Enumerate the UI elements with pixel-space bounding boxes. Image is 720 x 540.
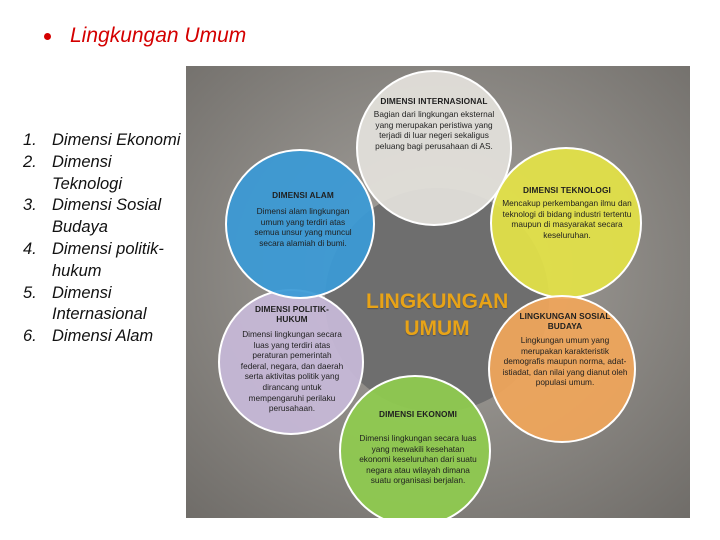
title-alam: DIMENSI ALAM xyxy=(272,190,334,200)
desc-sosial-budaya: Lingkungan umum yang merupakan karakteristik demografis maupun norma, adat-istiadat, dan nilai yang dianut oleh populasi umum. xyxy=(502,335,628,388)
environment-diagram xyxy=(186,66,690,518)
list-text: Dimensi Internasional xyxy=(52,283,147,324)
list-number: 2. xyxy=(23,152,37,171)
title-internasional: DIMENSI INTERNASIONAL xyxy=(380,96,488,106)
text-politik-hukum xyxy=(240,304,344,414)
center-title-line1: LINGKUNGAN xyxy=(366,290,509,313)
dimension-list xyxy=(23,130,182,348)
desc-ekonomi: Dimensi lingkungan secara luas yang mewakili kesehatan ekonomi keseluruhan dari suatu negara atau wilayah dimana suatu organisasi berjalan. xyxy=(359,433,477,486)
list-number: 5. xyxy=(23,283,37,302)
list-item xyxy=(23,326,182,348)
title-ekonomi: DIMENSI EKONOMI xyxy=(378,409,458,419)
title-teknologi: DIMENSI TEKNOLOGI xyxy=(523,185,611,195)
list-number: 6. xyxy=(23,327,37,346)
text-sosial-budaya xyxy=(502,311,628,388)
heading-text: Lingkungan Umum xyxy=(70,24,247,47)
list-item xyxy=(23,152,182,196)
slide-heading xyxy=(44,24,246,48)
center-title xyxy=(366,288,508,342)
list-text: Dimensi politik-hukum xyxy=(52,239,164,280)
list-text: Dimensi Teknologi xyxy=(52,152,123,193)
text-teknologi xyxy=(502,185,632,240)
desc-internasional: Bagian dari lingkungan eksternal yang merupakan peristiwa yang terjadi di luar negeri sekaligus peluang bagi perusahaan di AS. xyxy=(373,109,495,151)
list-item xyxy=(23,195,182,239)
list-item xyxy=(23,239,182,283)
list-number: 3. xyxy=(23,196,37,215)
title-politik-hukum: DIMENSI POLITIK-HUKUM xyxy=(255,304,329,324)
list-number: 1. xyxy=(23,131,37,149)
desc-politik-hukum: Dimensi lingkungan secara luas yang terdiri atas peraturan pemerintah federal, negara, dan daerah serta aktivitas politik yang dirancang untuk mempengaruhi perilaku perusahaan. xyxy=(240,329,344,414)
list-number: 4. xyxy=(23,239,37,258)
bullet-icon xyxy=(44,33,51,40)
list-text: Dimensi Ekonomi xyxy=(52,131,181,149)
desc-teknologi: Mencakup perkembangan ilmu dan teknologi di bidang industri tertentu maupun di masyarakat secara keseluruhan. xyxy=(502,198,632,240)
desc-alam: Dimensi alam lingkungan umum yang terdiri atas semua unsur yang muncul secara alamiah di bumi. xyxy=(254,206,352,248)
list-item xyxy=(23,283,182,327)
text-alam xyxy=(252,190,354,248)
center-title-line2: UMUM xyxy=(404,317,470,340)
list-item xyxy=(23,130,182,152)
title-sosial-budaya: LINGKUNGAN SOSIAL BUDAYA xyxy=(519,311,611,331)
text-internasional xyxy=(372,96,496,151)
list-text: Dimensi Alam xyxy=(52,327,154,346)
text-ekonomi xyxy=(358,409,478,486)
list-text: Dimensi Sosial Budaya xyxy=(52,196,162,237)
